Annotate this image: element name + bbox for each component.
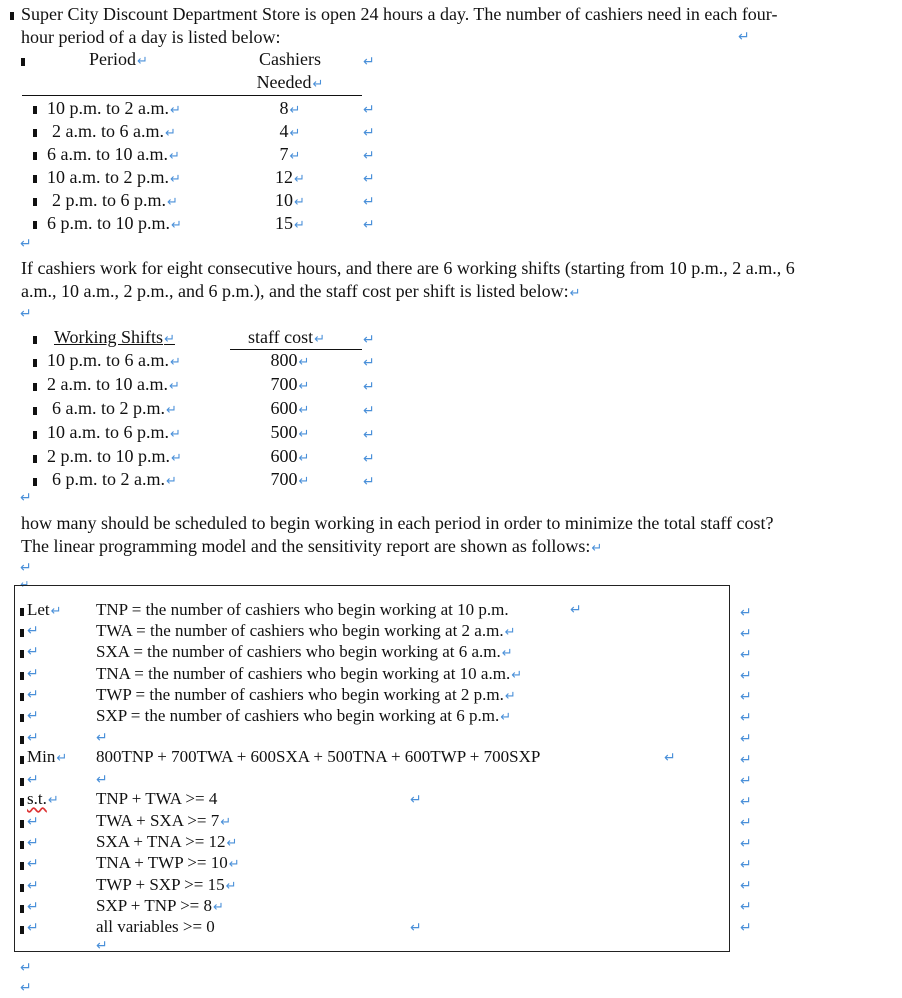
return-icon: ↵ xyxy=(96,730,108,746)
return-icon: ↵ xyxy=(27,899,39,915)
return-icon: ↵ xyxy=(664,750,676,766)
return-icon: ↵ xyxy=(96,938,108,954)
cell-shift: 2 a.m. to 10 a.m.↵ xyxy=(47,374,180,394)
constraint-nonnegativity: all variables >= 0 xyxy=(96,917,215,936)
row-marker xyxy=(33,431,37,439)
min-label: Min↵ xyxy=(27,747,68,766)
cell-period: 6 p.m. to 10 p.m.↵ xyxy=(47,213,182,233)
return-icon: ↵ xyxy=(740,689,752,705)
cell-shift: 10 a.m. to 6 p.m.↵ xyxy=(47,422,181,442)
question-line-1: how many should be scheduled to begin working in each period in order to minimize the total staff cost? xyxy=(21,513,774,533)
return-icon: ↵ xyxy=(363,403,375,419)
row-marker xyxy=(33,106,37,114)
row-marker xyxy=(33,175,37,183)
constraint-4: TNA + TWP >= 10↵ xyxy=(96,853,240,872)
row-marker xyxy=(33,336,37,344)
row-marker xyxy=(20,629,24,637)
cell-needed: 4↵ xyxy=(279,121,301,141)
return-icon: ↵ xyxy=(740,878,752,894)
cell-shift: 6 p.m. to 2 a.m.↵ xyxy=(52,469,177,489)
col-header-cost: staff cost↵ xyxy=(248,327,326,347)
definition-tna: TNA = the number of cashiers who begin working at 10 a.m.↵ xyxy=(96,664,523,683)
return-icon: ↵ xyxy=(740,920,752,936)
return-icon: ↵ xyxy=(363,474,375,490)
definition-sxp: SXP = the number of cashiers who begin working at 6 p.m.↵ xyxy=(96,706,512,725)
return-icon: ↵ xyxy=(363,379,375,395)
col-header-period: Period↵ xyxy=(89,49,148,69)
return-icon: ↵ xyxy=(740,794,752,810)
return-icon: ↵ xyxy=(20,578,30,591)
cell-needed: 7↵ xyxy=(279,144,301,164)
return-icon: ↵ xyxy=(740,626,752,642)
constraint-1: TNP + TWA >= 4 xyxy=(96,789,218,808)
col-header-needed-2: Needed↵ xyxy=(256,72,324,92)
return-icon: ↵ xyxy=(20,980,32,996)
row-marker xyxy=(33,152,37,160)
return-icon: ↵ xyxy=(27,814,39,830)
return-icon: ↵ xyxy=(363,102,375,118)
row-marker xyxy=(20,862,24,870)
return-icon: ↵ xyxy=(740,815,752,831)
row-marker xyxy=(21,58,25,66)
return-icon: ↵ xyxy=(27,878,39,894)
shifts-line-1: If cashiers work for eight consecutive hours, and there are 6 working shifts (starting from 10 p.m., 2 a.m., 6 xyxy=(21,258,795,278)
cell-period: 6 a.m. to 10 a.m.↵ xyxy=(47,144,180,164)
return-icon: ↵ xyxy=(363,171,375,187)
return-icon: ↵ xyxy=(740,668,752,684)
return-icon: ↵ xyxy=(363,148,375,164)
constraint-2: TWA + SXA >= 7↵ xyxy=(96,811,232,830)
row-marker xyxy=(20,736,24,744)
return-icon: ↵ xyxy=(363,217,375,233)
row-marker xyxy=(33,455,37,463)
return-icon: ↵ xyxy=(363,451,375,467)
row-marker xyxy=(20,650,24,658)
bullet-mark xyxy=(10,12,14,20)
return-icon: ↵ xyxy=(740,899,752,915)
cell-cost: 800↵ xyxy=(270,350,310,370)
return-icon: ↵ xyxy=(27,772,39,788)
objective-function: 800TNP + 700TWA + 600SXA + 500TNA + 600TWP + 700SXP xyxy=(96,747,541,766)
cell-period: 10 p.m. to 2 a.m.↵ xyxy=(47,98,181,118)
return-icon: ↵ xyxy=(740,857,752,873)
row-marker xyxy=(33,359,37,367)
return-icon: ↵ xyxy=(410,920,422,936)
col-header-needed-1: Cashiers xyxy=(259,49,321,69)
row-marker xyxy=(20,693,24,701)
return-icon: ↵ xyxy=(363,54,375,70)
return-icon: ↵ xyxy=(96,772,108,788)
question-line-2: The linear programming model and the sensitivity report are shown as follows:↵ xyxy=(21,536,603,556)
cell-needed: 12↵ xyxy=(275,167,305,187)
cell-period: 2 p.m. to 6 p.m.↵ xyxy=(52,190,178,210)
col-header-shift: Working Shifts↵ xyxy=(54,327,175,347)
row-marker xyxy=(20,778,24,786)
return-icon: ↵ xyxy=(410,792,422,808)
return-icon: ↵ xyxy=(27,644,39,660)
return-icon: ↵ xyxy=(27,856,39,872)
return-icon: ↵ xyxy=(20,960,32,976)
row-marker xyxy=(20,905,24,913)
return-icon: ↵ xyxy=(20,490,32,506)
table-header-rule xyxy=(22,95,362,96)
shifts-line-2: a.m., 10 a.m., 2 p.m., and 6 p.m.), and the staff cost per shift is listed below:↵ xyxy=(21,281,581,301)
return-icon: ↵ xyxy=(740,836,752,852)
cell-period: 10 a.m. to 2 p.m.↵ xyxy=(47,167,181,187)
constraint-3: SXA + TNA >= 12↵ xyxy=(96,832,238,851)
return-icon: ↵ xyxy=(363,355,375,371)
return-icon: ↵ xyxy=(363,194,375,210)
return-icon: ↵ xyxy=(27,666,39,682)
row-marker xyxy=(20,714,24,722)
row-marker xyxy=(20,756,24,764)
return-icon: ↵ xyxy=(740,605,752,621)
return-icon: ↵ xyxy=(27,920,39,936)
row-marker xyxy=(20,820,24,828)
return-icon: ↵ xyxy=(363,125,375,141)
row-marker xyxy=(20,841,24,849)
cell-shift: 6 a.m. to 2 p.m.↵ xyxy=(52,398,177,418)
definition-twp: TWP = the number of cashiers who begin working at 2 p.m.↵ xyxy=(96,685,516,704)
row-marker xyxy=(20,608,24,616)
return-icon: ↵ xyxy=(20,306,32,322)
return-icon: ↵ xyxy=(740,773,752,789)
cell-cost: 600↵ xyxy=(270,446,310,466)
cell-needed: 15↵ xyxy=(275,213,305,233)
definition-sxa: SXA = the number of cashiers who begin working at 6 a.m.↵ xyxy=(96,642,513,661)
return-icon: ↵ xyxy=(363,427,375,443)
constraint-6: SXP + TNP >= 8↵ xyxy=(96,896,224,915)
return-icon: ↵ xyxy=(738,29,750,45)
return-icon: ↵ xyxy=(20,560,32,576)
intro-line-1: Super City Discount Department Store is open 24 hours a day. The number of cashiers need in each four- xyxy=(21,4,778,24)
return-icon: ↵ xyxy=(740,710,752,726)
row-marker xyxy=(20,926,24,934)
cell-cost: 700↵ xyxy=(270,374,310,394)
st-label: s.t.↵ xyxy=(27,789,59,808)
row-marker xyxy=(33,221,37,229)
cell-cost: 700↵ xyxy=(270,469,310,489)
cell-shift: 10 p.m. to 6 a.m.↵ xyxy=(47,350,181,370)
intro-line-2: hour period of a day is listed below: xyxy=(21,27,281,47)
return-icon: ↵ xyxy=(27,623,39,639)
cell-cost: 600↵ xyxy=(270,398,310,418)
row-marker xyxy=(33,383,37,391)
return-icon: ↵ xyxy=(27,835,39,851)
return-icon: ↵ xyxy=(740,752,752,768)
row-marker xyxy=(33,129,37,137)
row-marker xyxy=(20,798,24,806)
return-icon: ↵ xyxy=(27,708,39,724)
return-icon: ↵ xyxy=(20,236,32,252)
cell-period: 2 a.m. to 6 a.m.↵ xyxy=(52,121,176,141)
cell-shift: 2 p.m. to 10 p.m.↵ xyxy=(47,446,182,466)
row-marker xyxy=(33,407,37,415)
let-label: Let↵ xyxy=(27,600,62,619)
cell-needed: 10↵ xyxy=(275,190,305,210)
row-marker xyxy=(33,478,37,486)
return-icon: ↵ xyxy=(740,731,752,747)
return-icon: ↵ xyxy=(570,602,582,618)
return-icon: ↵ xyxy=(740,647,752,663)
constraint-5: TWP + SXP >= 15↵ xyxy=(96,875,237,894)
definition-tnp: TNP = the number of cashiers who begin working at 10 p.m. xyxy=(96,600,509,619)
cell-cost: 500↵ xyxy=(270,422,310,442)
return-icon: ↵ xyxy=(27,730,39,746)
row-marker xyxy=(33,198,37,206)
cell-needed: 8↵ xyxy=(279,98,301,118)
return-icon: ↵ xyxy=(363,332,375,348)
row-marker xyxy=(20,884,24,892)
return-icon: ↵ xyxy=(27,687,39,703)
definition-twa: TWA = the number of cashiers who begin working at 2 a.m.↵ xyxy=(96,621,516,640)
row-marker xyxy=(20,672,24,680)
